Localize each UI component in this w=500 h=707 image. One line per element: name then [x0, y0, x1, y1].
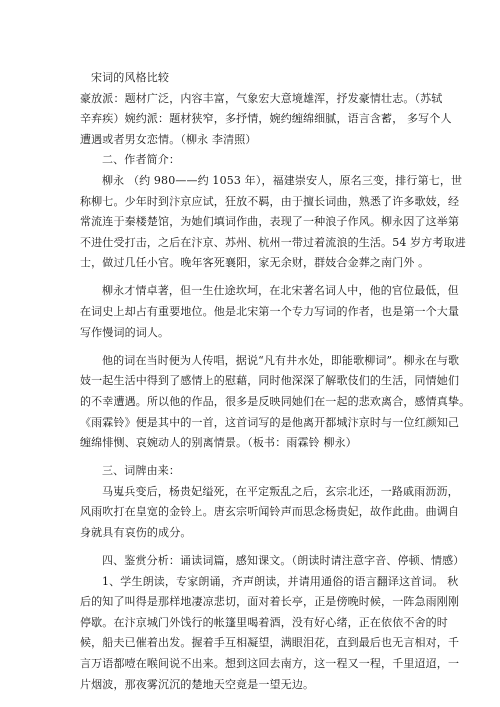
paragraph-line: 不进仕受打击，之后在汴京、苏州、杭州一带过着流浪的生活。54 岁方考取进 [80, 235, 466, 249]
paragraph-line: 妓一起生活中得到了感情上的慰藉，同时他深深了解歌伎们的生活，同情她们 [80, 374, 460, 388]
paragraph-line: 辛弃疾）婉约派：题材狭窄，多抒情，婉约缠绵细腻，语言含蓄， 多写个人 [80, 112, 452, 126]
paragraph-line: 遭遇或者男女恋情。（柳永 李清照） [80, 132, 257, 146]
paragraph-line: 言万语都噎在喉间说不出来。想到这回去南方，这一程又一程，千里迢迢，一 [80, 657, 460, 671]
paragraph-line: 身就具有哀伤的成分。 [80, 525, 192, 539]
paragraph-line: 称柳七。少年时到汴京应试，狂放不羁，由于擅长词曲，熟悉了许多歌妓，经 [80, 194, 460, 208]
paragraph-line: 他的词在当时便为人传唱，据说“凡有井水处，即能歌柳词”。柳永在与歌 [102, 353, 460, 367]
paragraph-line: 风雨吹打在皇宽的金铃上。唐玄宗听闻铃声而思念杨贵妃，故作此曲。曲调自 [80, 505, 460, 519]
paragraph-line: 写作慢词的词人。 [80, 325, 170, 339]
document-title: 宋词的风格比较 [91, 71, 170, 84]
section-heading: 四、鉴赏分析：诵读词篇，感知课文。（朗读时请注意字音、停顿、情感） [102, 554, 465, 568]
paragraph-line: 《雨霖铃》便是其中的一首，这首词写的是他离开都城汴京时与一位红颜知己 [80, 415, 460, 429]
paragraph-line: 缠绵悱恻、哀婉动人的别离情景。（板书：雨霖铃 柳永） [80, 436, 357, 450]
section-heading: 二、作者简介： [102, 153, 181, 167]
section-heading: 三、词牌由来： [102, 464, 181, 478]
paragraph-line: 的不幸遭遇。所以他的作品，很多是反映同她们在一起的悲欢离合，感情真挚。 [80, 394, 471, 408]
paragraph-line: 柳永 （约 980——约 1053 年），福建崇安人，原名三变，排行第七，世 [102, 173, 463, 187]
paragraph-line: 士，做过几任小官。晚年客死襄阳，家无余财，群妓合金葬之南门外 。 [80, 256, 430, 270]
document-body [80, 68, 471, 695]
paragraph-line: 1、学生朗读，专家朗诵，齐声朗读，并请用通俗的语言翻译这首词。 秋 [102, 574, 459, 588]
paragraph-line: 片烟波，那夜雾沉沉的楚地天空竟是一望无边。 [80, 677, 315, 691]
paragraph-line: 候，船夫已催着出发。握着手互相凝望，满眼泪花，直到最后也无言相对，千 [80, 636, 460, 650]
paragraph-line: 后的知了叫得是那样地凄凉悲切，面对着长亭，正是傍晚时候，一阵急雨刚刚 [80, 595, 460, 609]
paragraph-line: 柳永才情卓著，但一生仕途坎坷，在北宋著名词人中，他的官位最低，但 [102, 284, 459, 298]
paragraph-line: 常流连于秦楼楚馆，为她们填词作曲，表现了一种浪子作风。柳永因了这举第 [80, 215, 460, 229]
paragraph-line: 豪放派：题材广泛，内容丰富，气象宏大意境雄浑，抒发豪情壮志。（苏轼 [80, 91, 443, 105]
paragraph-line: 马嵬兵变后，杨贵妃缢死，在平定叛乱之后，玄宗北还，一路戚雨沥沥， [102, 484, 459, 498]
paragraph-line: 在词史上却占有重要地位。他是北宋第一个专力写词的作者，也是第一个大量 [80, 305, 460, 319]
paragraph-line: 停歇。在汴京城门外饯行的帐篷里喝着酒，没有好心绪，正在依依不舍的时 [80, 615, 448, 629]
